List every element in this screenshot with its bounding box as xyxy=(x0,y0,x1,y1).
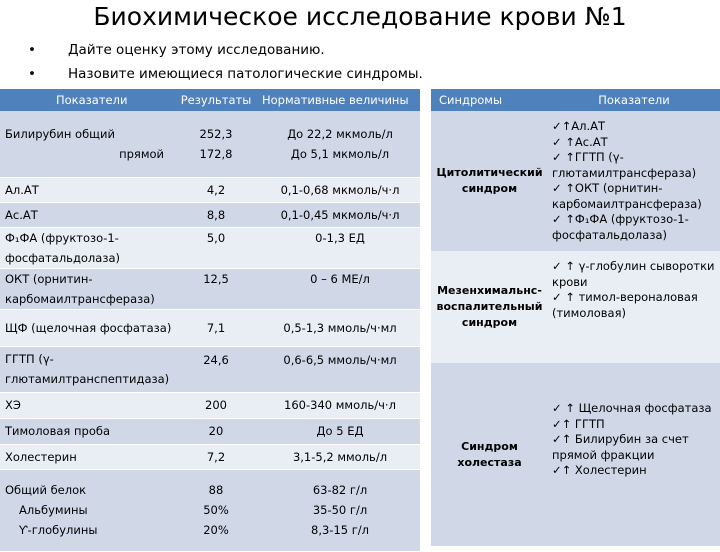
result-value: 7,2 xyxy=(172,444,260,469)
result-value: 12,5 xyxy=(172,268,260,309)
norm-value: До 22,2 мкмоль/л До 5,1 мкмоль/л xyxy=(260,111,420,177)
table-row xyxy=(0,268,420,309)
indicator-name: Холестерин xyxy=(0,444,172,469)
table-row xyxy=(0,227,420,268)
indicator-name: ОКТ (орнитин- карбомаилтрансфераза) xyxy=(0,268,172,309)
table-row xyxy=(0,202,420,227)
lab-results-table xyxy=(0,89,420,552)
column-header-results: Результаты xyxy=(172,89,260,111)
result-value: 20 xyxy=(172,418,260,444)
indicator-name: ГГТП (γ- глютамилтранспептидаза) xyxy=(0,346,172,392)
result-value: 88 50% 20% xyxy=(172,469,260,551)
indicator-name: ЩФ (щелочная фосфатаза) xyxy=(0,309,172,346)
norm-value: 160-340 ммоль/ч·л xyxy=(260,392,420,418)
table-row xyxy=(0,469,420,551)
table-row xyxy=(0,177,420,202)
result-value: 200 xyxy=(172,392,260,418)
table-row xyxy=(0,346,420,392)
table-header-row xyxy=(431,89,720,111)
indicator-name: ХЭ xyxy=(0,392,172,418)
table-row xyxy=(0,111,420,177)
table-header-row xyxy=(0,89,420,111)
syndrome-row xyxy=(431,251,720,363)
norm-value: 0,6-6,5 ммоль/ч·мл xyxy=(260,346,420,392)
indicator-name: Ас.АТ xyxy=(0,202,172,227)
indicator-name: Ф₁ФА (фруктозо-1- фосфатальдолаза) xyxy=(0,227,172,268)
norm-value: 63-82 г/л 35-50 г/л 8,3-15 г/л xyxy=(260,469,420,551)
table-row xyxy=(0,418,420,444)
norm-value: 0,1-0,45 мкмоль/ч·л xyxy=(260,202,420,227)
norm-value: 0-1,3 ЕД xyxy=(260,227,420,268)
column-header-indicators: Показатели xyxy=(0,89,172,111)
norm-value: 0,1-0,68 мкмоль/ч·л xyxy=(260,177,420,202)
result-value: 8,8 xyxy=(172,202,260,227)
result-value: 7,1 xyxy=(172,309,260,346)
task-list xyxy=(28,38,423,86)
syndrome-name: Мезенхимальнс- воспалительный синдром xyxy=(431,251,548,363)
result-value: 4,2 xyxy=(172,177,260,202)
syndrome-name: Синдром холестаза xyxy=(431,363,548,546)
indicator-name: Тимоловая проба xyxy=(0,418,172,444)
indicator-name: Билирубин общий прямой xyxy=(0,111,172,177)
syndrome-indicators: ✓ ↑ γ-глобулин сыворотки крови ✓ ↑ тимол-вероналовая (тимоловая) xyxy=(548,251,720,363)
syndromes-table xyxy=(431,89,720,546)
syndrome-indicators: ✓↑Ал.АТ ✓ ↑Ас.АТ ✓ ↑ГГТП (γ- глютамилтрансфераза) ✓ ↑ОКТ (орнитин- карбомаилтрансфераза) ✓ ↑Ф₁ФА (фруктозо-1- фосфатальдолаза) xyxy=(548,111,720,251)
table-row xyxy=(0,309,420,346)
column-header-indicators: Показатели xyxy=(548,89,720,111)
norm-value: 0,5-1,3 ммоль/ч·мл xyxy=(260,309,420,346)
syndrome-name: Цитолитический синдром xyxy=(431,111,548,251)
syndrome-row xyxy=(431,363,720,546)
indicator-name: Общий белок Альбумины Ƴ-глобулины xyxy=(0,469,172,551)
syndrome-row xyxy=(431,111,720,251)
slide-title: Биохимическое исследование крови №1 xyxy=(93,2,627,31)
task-item: • Дайте оценку этому исследованию. xyxy=(28,38,423,62)
result-value: 5,0 xyxy=(172,227,260,268)
norm-value: 0 – 6 МЕ/л xyxy=(260,268,420,309)
column-header-syndromes: Синдромы xyxy=(431,89,548,111)
result-value: 24,6 xyxy=(172,346,260,392)
syndrome-indicators: ✓ ↑ Щелочная фосфатаза ✓↑ ГГТП ✓↑ Билирубин за счет прямой фракции ✓↑ Холестерин xyxy=(548,363,720,546)
result-value: 252,3 172,8 xyxy=(172,111,260,177)
table-row xyxy=(0,444,420,469)
norm-value: 3,1-5,2 ммоль/л xyxy=(260,444,420,469)
indicator-name: Ал.АТ xyxy=(0,177,172,202)
task-item: • Назовите имеющиеся патологические синдромы. xyxy=(28,62,423,86)
table-row xyxy=(0,392,420,418)
column-header-norms: Нормативные величины xyxy=(260,89,420,111)
norm-value: До 5 ЕД xyxy=(260,418,420,444)
